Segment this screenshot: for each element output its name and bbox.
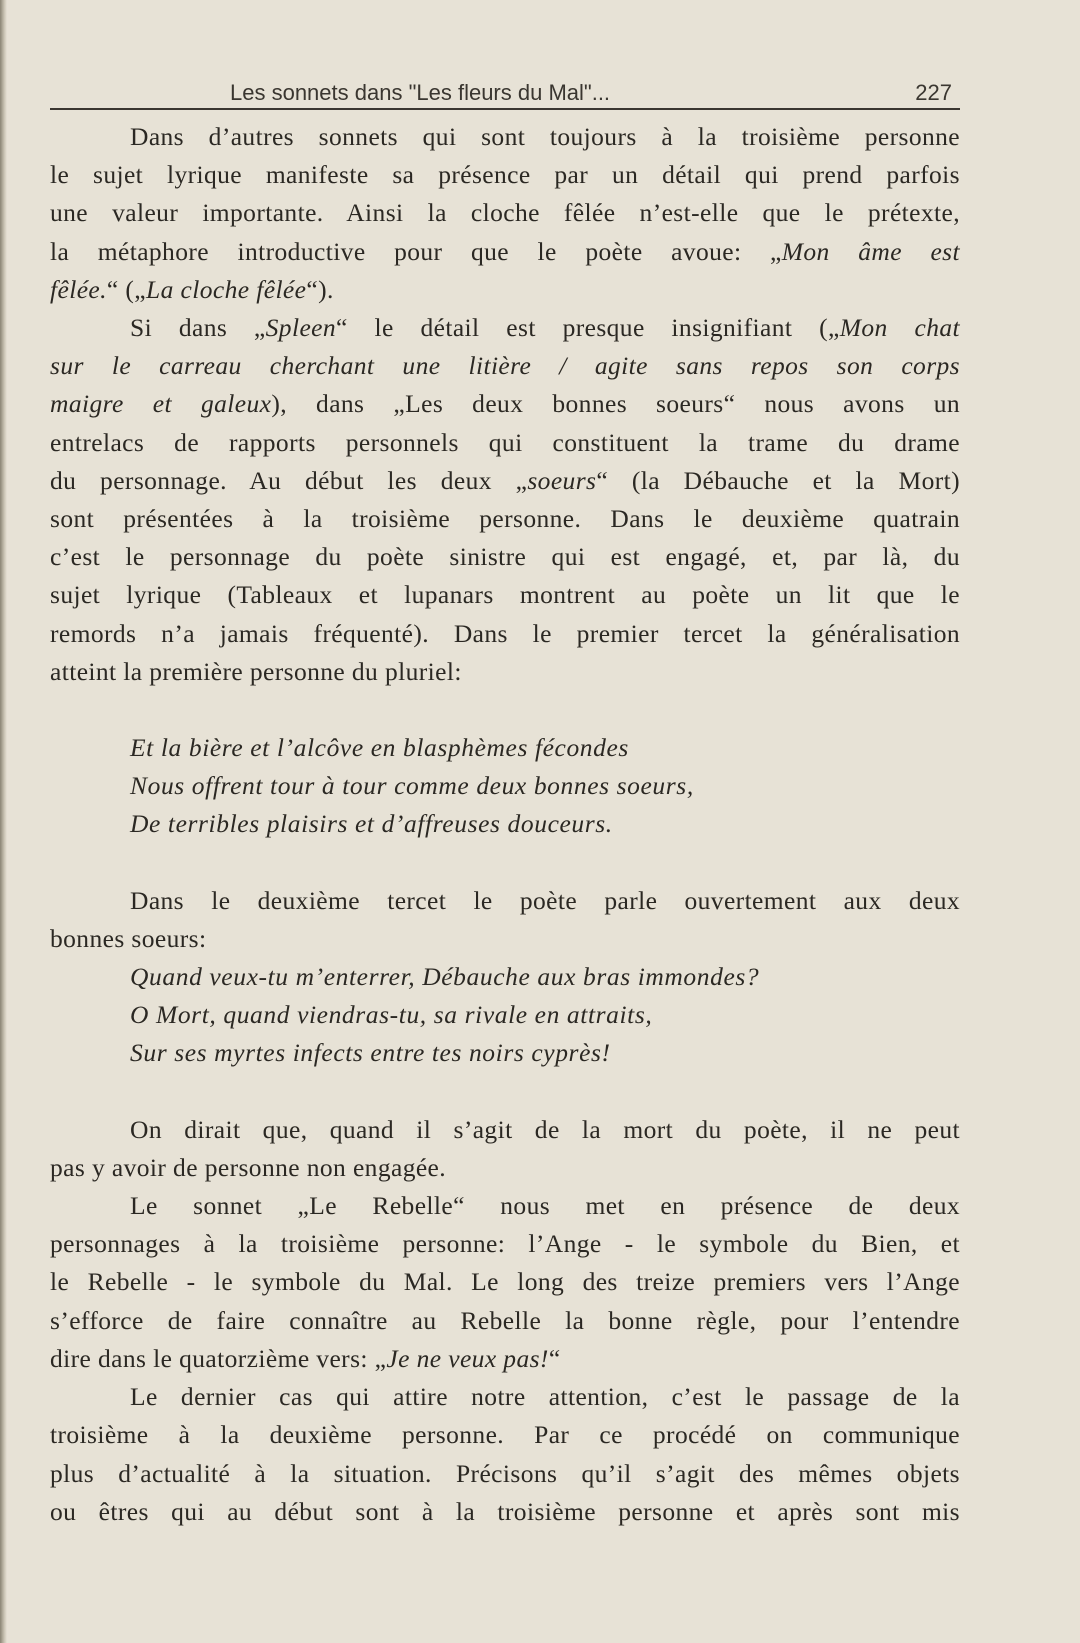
verse-line: Sur ses myrtes infects entre tes noirs cyprès! [130,1038,611,1068]
text-line: ou êtres qui au début sont à la troisième personne et après sont mis [50,1496,960,1526]
text-line: la métaphore introductive pour que le poète avoue: „Mon âme est [50,236,960,266]
text-line: sont présentées à la troisième personne. Dans le deuxième quatrain [50,504,960,534]
verse-line: O Mort, quand viendras-tu, sa rivale en attraits, [130,1000,653,1030]
paragraph-5 [50,1187,960,1378]
text-line: Le dernier cas qui attire notre attention, c’est le passage de la [130,1382,960,1412]
page-binding-edge [0,0,7,1643]
verse-quote-1 [50,729,960,844]
text-line: s’efforce de faire connaître au Rebelle la bonne règle, pour l’entendre [50,1305,960,1335]
text-line: Dans d’autres sonnets qui sont toujours à la troisième personne [130,122,960,151]
text-line: dire dans le quatorzième vers: „Je ne veux pas!“ [50,1343,561,1373]
text-line: Le sonnet „Le Rebelle“ nous met en présence de deux [130,1191,960,1221]
text-line: bonnes soeurs: [50,923,207,953]
body-text [50,118,960,1531]
text-line: sur le carreau cherchant une litière / agite sans repos son corps [50,351,960,381]
text-line: le sujet lyrique manifeste sa présence par un détail qui prend parfois [50,160,960,190]
verse-quote-2 [50,958,960,1073]
page-number: 227 [915,80,952,105]
verse-line: Et la bière et l’alcôve en blasphèmes fécondes [130,733,629,763]
text-line: atteint la première personne du pluriel: [50,656,462,686]
text-line: fêlée.“ („La cloche fêlée“). [50,274,334,304]
verse-line: De terribles plaisirs et d’affreuses douceurs. [130,809,613,839]
text-line: remords n’a jamais fréquenté). Dans le premier tercet la généralisation [50,618,960,648]
paragraph-4 [50,1111,960,1187]
text-line: troisième à la deuxième personne. Par ce procédé on communique [50,1420,960,1450]
text-line: plus d’actualité à la situation. Précisons qu’il s’agit des mêmes objets [50,1458,960,1488]
text-line: On dirait que, quand il s’agit de la mort du poète, il ne peut [130,1114,960,1144]
text-line: le Rebelle - le symbole du Mal. Le long des treize premiers vers l’Ange [50,1267,960,1297]
text-line: entrelacs de rapports personnels qui constituent la trame du drame [50,427,960,457]
paragraph-3 [50,882,960,958]
text-line: Si dans „Spleen“ le détail est presque insignifiant („Mon chat [130,313,960,343]
text-line: pas y avoir de personne non engagée. [50,1152,447,1182]
running-title: Les sonnets dans "Les fleurs du Mal"... [230,80,611,105]
verse-line: Nous offrent tour à tour comme deux bonnes soeurs, [130,771,694,801]
text-line: sujet lyrique (Tableaux et lupanars montrent au poète un lit que le [50,580,960,610]
paragraph-2 [50,309,960,691]
paragraph-6 [50,1378,960,1531]
text-line: c’est le personnage du poète sinistre qui est engagé, et, par là, du [50,542,960,572]
text-line: maigre et galeux), dans „Les deux bonnes soeurs“ nous avons un [50,389,960,419]
text-line: Dans le deuxième tercet le poète parle ouvertement aux deux [130,885,960,915]
paragraph-1 [50,118,960,309]
verse-line: Quand veux-tu m’enterrer, Débauche aux bras immondes? [130,962,760,992]
text-line: une valeur importante. Ainsi la cloche fêlée n’est-elle que le prétexte, [50,198,960,228]
text-line: du personnage. Au début les deux „soeurs“ (la Débauche et la Mort) [50,465,960,495]
text-line: personnages à la troisième personne: l’Ange - le symbole du Bien, et [50,1229,960,1259]
running-header [50,78,960,110]
